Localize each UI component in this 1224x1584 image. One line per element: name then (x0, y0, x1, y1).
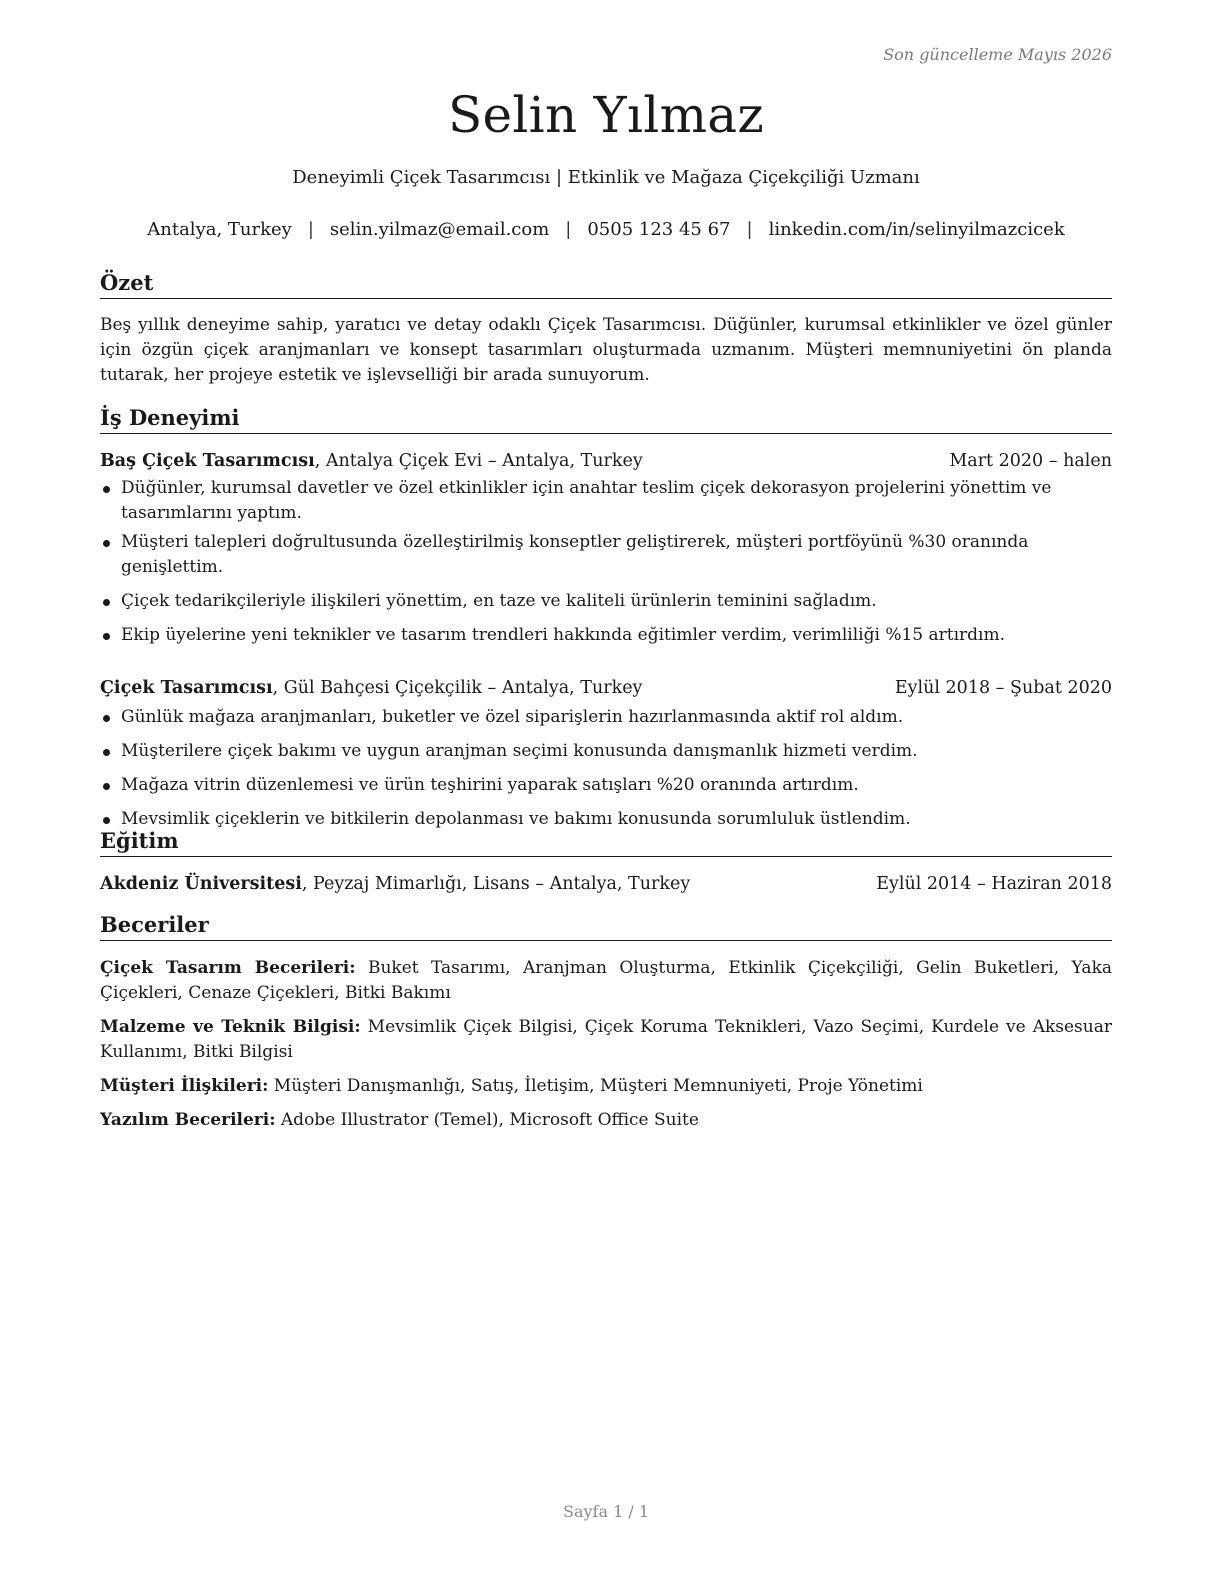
skill-group (100, 1108, 1112, 1133)
job-dates: Mart 2020 – halen (949, 451, 1112, 471)
education-school: Akdeniz Üniversitesi (100, 874, 302, 894)
list-item: Mevsimlik çiçeklerin ve bitkilerin depolanması ve bakımı konusunda sorumluluk üstlendim. (100, 807, 1112, 832)
experience-section (100, 405, 1112, 832)
job-entry (100, 676, 1112, 832)
education-section (100, 828, 1112, 896)
job-entry (100, 449, 1112, 648)
page-number: Sayfa 1 / 1 (562, 1502, 649, 1521)
list-item: Çiçek tedarikçileriyle ilişkileri yönettim, en taze ve kaliteli ürünlerin teminini sağladım. (100, 589, 1112, 614)
job-bullets (100, 705, 1112, 832)
job-header (100, 676, 1112, 700)
last-updated-note: Son güncelleme Mayıs 2026 (883, 45, 1112, 64)
contact-phone: 0505 123 45 67 (587, 219, 731, 240)
list-item: Müşteri talepleri doğrultusunda özelleştirilmiş konseptler geliştirerek, müşteri portföyünü %30 oranında genişlettim. (100, 530, 1112, 580)
skill-group (100, 1074, 1112, 1099)
education-details: , Peyzaj Mimarlığı, Lisans – Antalya, Turkey (301, 874, 691, 894)
contact-separator: | (746, 219, 753, 240)
summary-section (100, 270, 1112, 388)
contact-line (100, 219, 1112, 240)
list-item: Günlük mağaza aranjmanları, buketler ve özel siparişlerin hazırlanmasında aktif rol aldım. (100, 705, 1112, 730)
job-dates: Eylül 2018 – Şubat 2020 (894, 678, 1112, 698)
summary-text: Beş yıllık deneyime sahip, yaratıcı ve detay odaklı Çiçek Tasarımcısı. Düğünler, kurumsal etkinlikler ve özel günler için özgün çiçek aranjmanları ve konsept tasarımları oluşturmada uzmanım. Müşteri memnuniyetini ön planda tutarak, her projeye estetik ve işlevselliği bir arada sunuyorum. (100, 315, 1112, 385)
skill-group-label: Yazılım Becerileri: (100, 1110, 276, 1130)
section-title-summary: Özet (100, 270, 1112, 299)
contact-email[interactable]: selin.yilmaz@email.com (329, 219, 550, 240)
education-dates: Eylül 2014 – Haziran 2018 (876, 874, 1112, 894)
skill-group-items: Müşteri Danışmanlığı, Satış, İletişim, Müşteri Memnuniyeti, Proje Yönetimi (268, 1076, 923, 1096)
skill-group-label: Çiçek Tasarım Becerileri: (100, 958, 356, 978)
skills-section (100, 912, 1112, 1133)
section-title-skills: Beceriler (100, 912, 1112, 941)
contact-linkedin[interactable]: linkedin.com/in/selinyilmazcicek (768, 219, 1065, 240)
skill-group (100, 1015, 1112, 1065)
job-company: , Gül Bahçesi Çiçekçilik – Antalya, Turkey (272, 678, 643, 698)
skill-group (100, 956, 1112, 1006)
contact-separator: | (307, 219, 314, 240)
job-role: Baş Çiçek Tasarımcısı (100, 451, 315, 471)
resume-page (100, 0, 1112, 1584)
section-title-experience: İş Deneyimi (100, 405, 1112, 434)
contact-location: Antalya, Turkey (147, 219, 292, 240)
job-company: , Antalya Çiçek Evi – Antalya, Turkey (314, 451, 643, 471)
candidate-name: Selin Yılmaz (447, 86, 765, 144)
list-item: Ekip üyelerine yeni teknikler ve tasarım trendleri hakkında eğitimler verdim, verimliliği %15 artırdım. (100, 623, 1112, 648)
job-bullets (100, 476, 1112, 648)
education-entry (100, 872, 1112, 896)
skill-group-items: Buket Tasarımı, Aranjman Oluşturma, Etkinlik Çiçekçiliği, Gelin Buketleri, Yaka Çiçekleri, Cenaze Çiçekleri, Bitki Bakımı (100, 958, 1113, 1003)
list-item: Düğünler, kurumsal davetler ve özel etkinlikler için anahtar teslim çiçek dekorasyon projelerini yönettim ve tasarımlarını yaptım. (100, 476, 1112, 526)
job-header (100, 449, 1112, 473)
skill-group-label: Müşteri İlişkileri: (100, 1076, 269, 1096)
section-title-education: Eğitim (100, 828, 1112, 857)
candidate-headline: Deneyimli Çiçek Tasarımcısı | Etkinlik ve Mağaza Çiçekçiliği Uzmanı (292, 167, 920, 188)
skill-group-items: Adobe Illustrator (Temel), Microsoft Office Suite (275, 1110, 699, 1130)
skill-group-items: Mevsimlik Çiçek Bilgisi, Çiçek Koruma Teknikleri, Vazo Seçimi, Kurdele ve Aksesuar Kullanımı, Bitki Bilgisi (100, 1017, 1112, 1062)
contact-separator: | (565, 219, 572, 240)
list-item: Mağaza vitrin düzenlemesi ve ürün teşhirini yaparak satışları %20 oranında artırdım. (100, 773, 1112, 798)
skill-group-label: Malzeme ve Teknik Bilgisi: (100, 1017, 361, 1037)
job-role: Çiçek Tasarımcısı (100, 678, 273, 698)
list-item: Müşterilere çiçek bakımı ve uygun aranjman seçimi konusunda danışmanlık hizmeti verdim. (100, 739, 1112, 764)
